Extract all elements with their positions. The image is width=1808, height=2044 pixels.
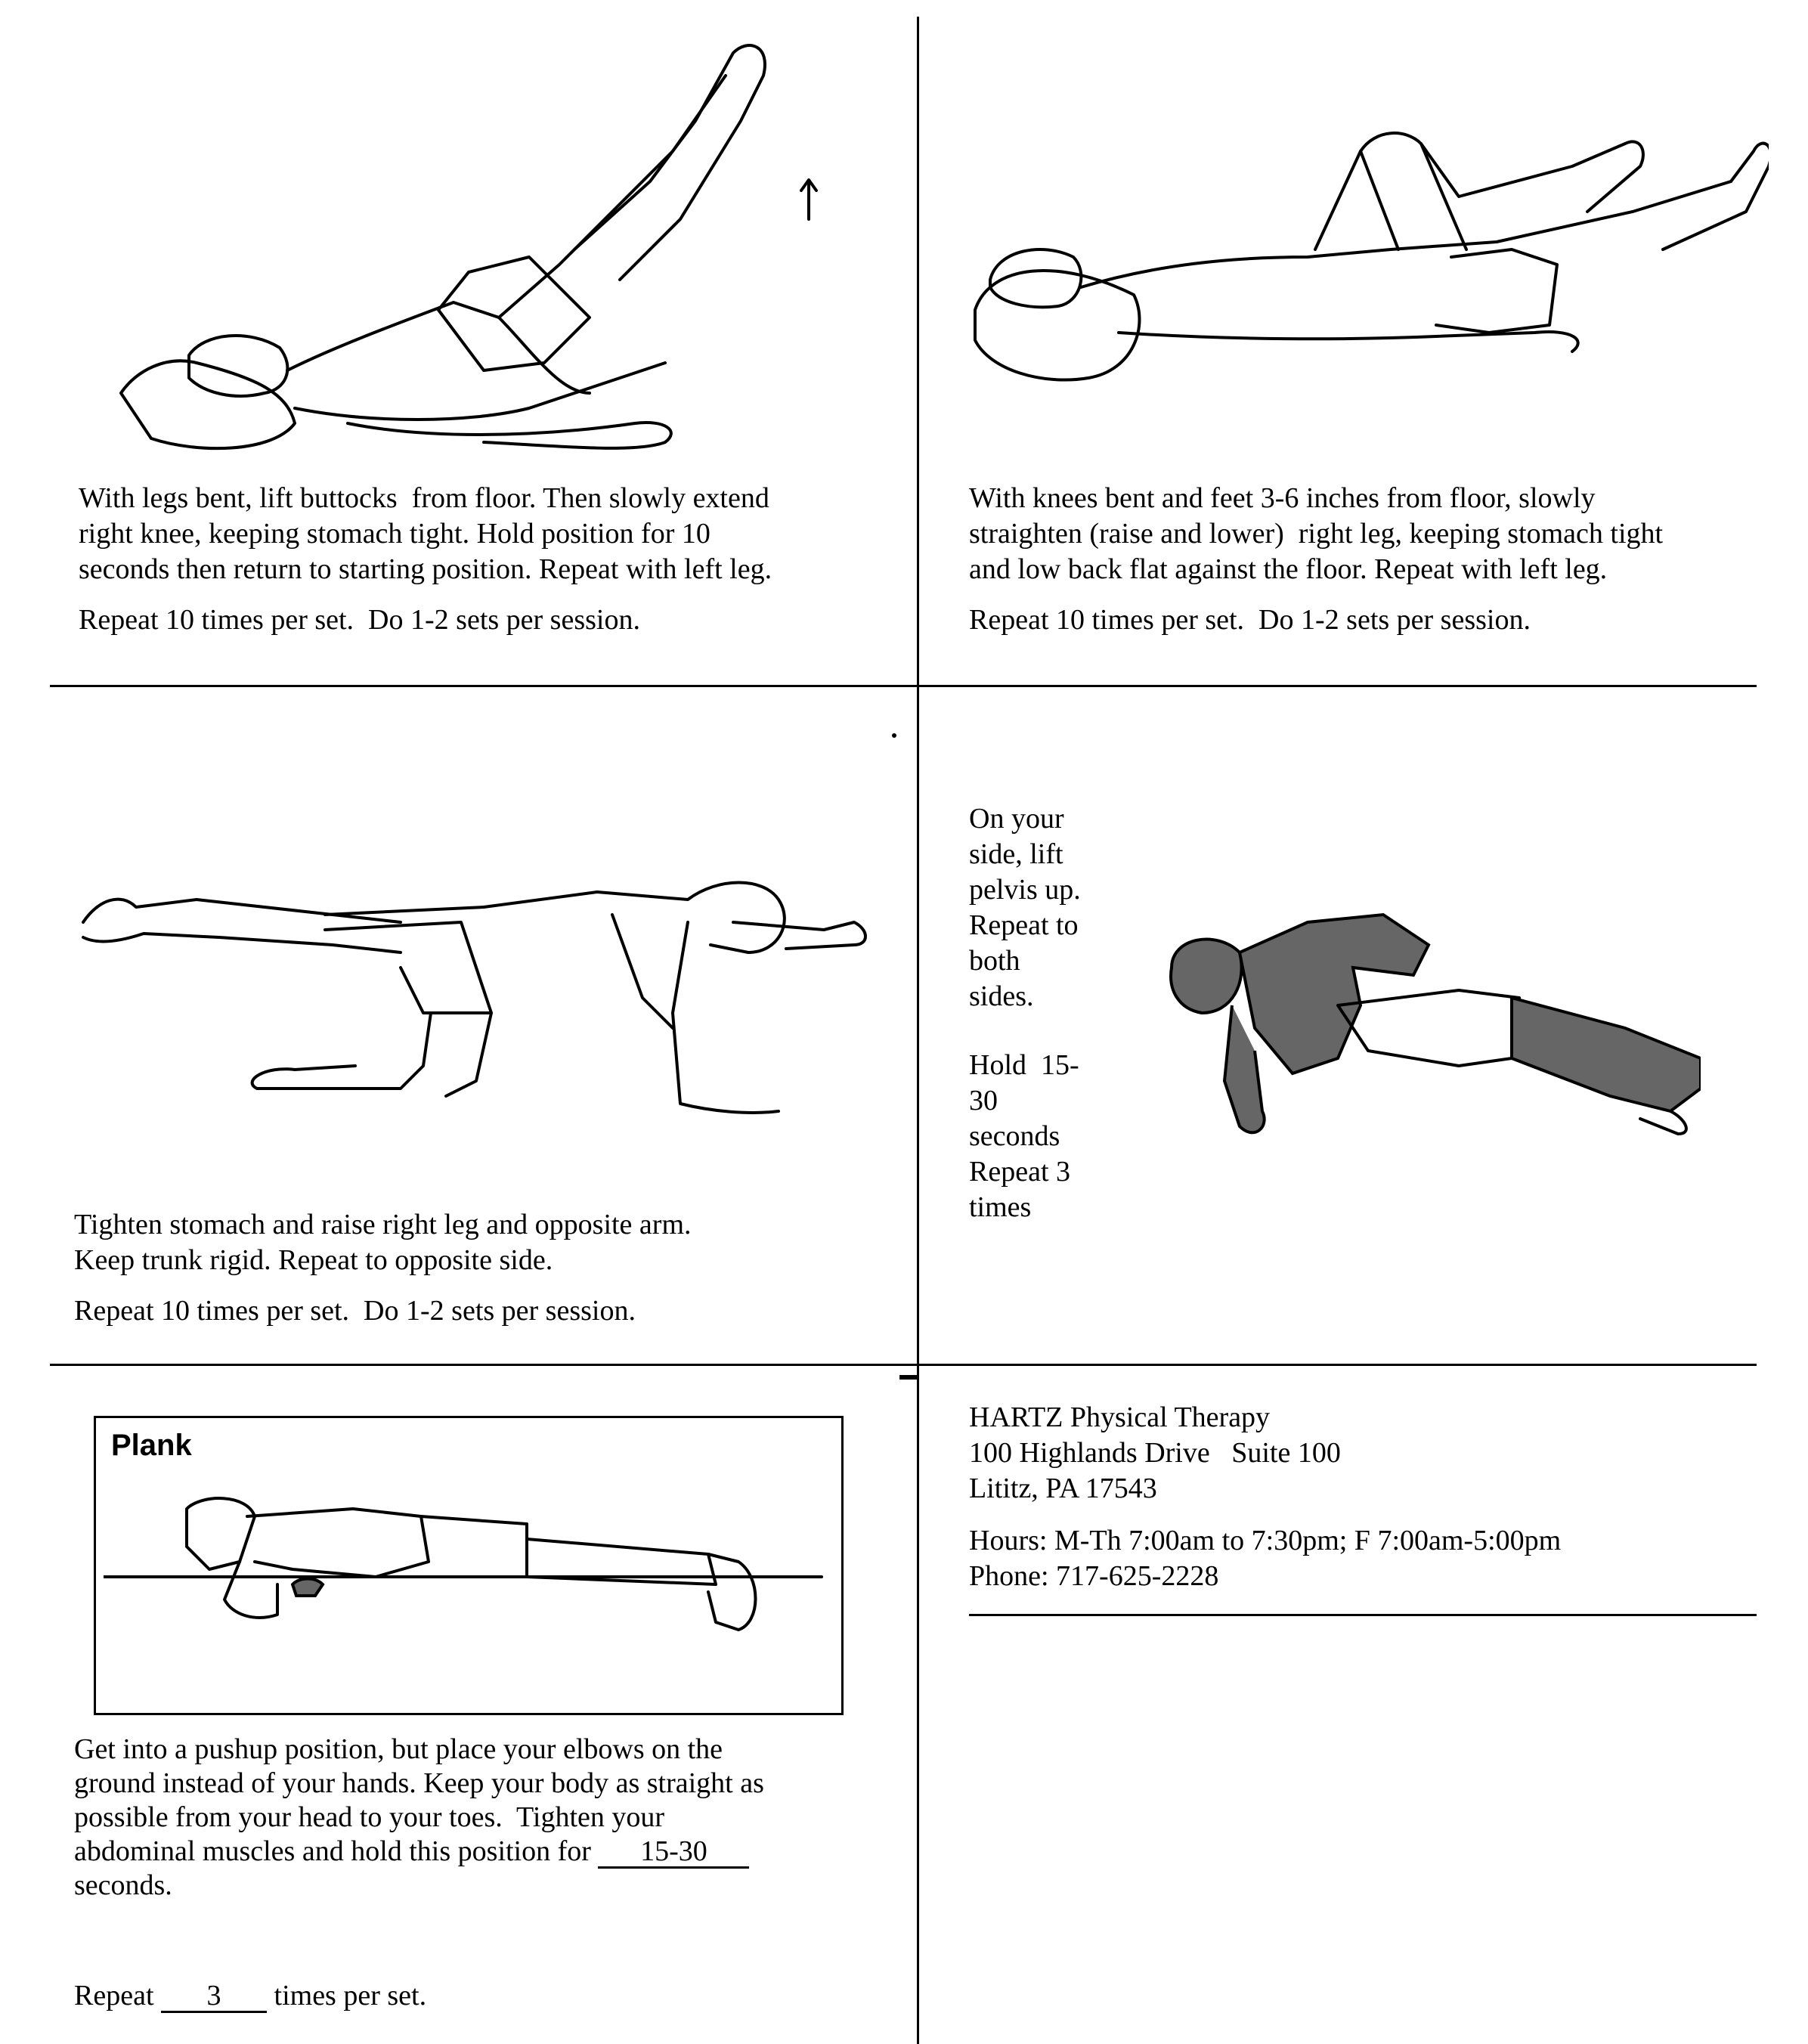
clinic-name: HARTZ Physical Therapy — [969, 1401, 1271, 1433]
plank-repeat-blank: 3 — [161, 1981, 267, 2013]
ex1-instruction-line-2: right knee, keeping stomach tight. Hold position for 10 — [79, 518, 711, 550]
horizontal-divider-left-2 — [50, 1364, 918, 1366]
ex3-reps: Repeat 10 times per set. Do 1-2 sets per session. — [74, 1295, 636, 1327]
horizontal-divider-right-2 — [918, 1364, 1757, 1366]
clinic-address-line-1: 100 Highlands Drive Suite 100 — [969, 1437, 1341, 1469]
straight-leg-raise-illustration — [967, 83, 1769, 401]
ex4-instruction-line-4: Repeat to — [969, 909, 1079, 941]
divider-tick-mark — [899, 1375, 918, 1380]
plank-hold-line — [74, 1834, 749, 1869]
horizontal-divider-right-1 — [918, 685, 1757, 687]
stray-dot — [892, 733, 896, 738]
clinic-hours: Hours: M-Th 7:00am to 7:30pm; F 7:00am-5:00pm — [969, 1525, 1562, 1556]
ex4-hold-line-2: 30 — [969, 1085, 998, 1116]
ex4-hold-line-4: Repeat 3 — [969, 1156, 1071, 1188]
ex4-hold-line-3: seconds — [969, 1120, 1060, 1152]
ex4-instruction-line-6: sides. — [969, 980, 1034, 1012]
plank-illustration — [104, 1494, 829, 1690]
plank-hold-blank: 15-30 — [598, 1836, 749, 1869]
ex4-instruction-line-2: side, lift — [969, 838, 1063, 870]
bridge-leg-extension-illustration — [106, 30, 831, 476]
side-plank-illustration — [1156, 907, 1701, 1157]
quadruped-arm-leg-raise-illustration — [68, 847, 884, 1134]
clinic-phone: Phone: 717-625-2228 — [969, 1560, 1219, 1592]
ex4-instruction-line-1: On your — [969, 803, 1064, 835]
ex2-instruction-line-2: straighten (raise and lower) right leg, keeping stomach tight — [969, 518, 1664, 550]
ex2-reps: Repeat 10 times per set. Do 1-2 sets per session. — [969, 604, 1531, 636]
horizontal-divider-left-1 — [50, 685, 918, 687]
ex2-instruction-line-3: and low back flat against the floor. Repeat with left leg. — [969, 553, 1608, 585]
ex4-hold-line-5: times — [969, 1191, 1032, 1223]
vertical-divider — [917, 17, 919, 2044]
plank-instruction-line-3: possible from your head to your toes. Tighten your — [74, 1801, 665, 1833]
ex2-instruction-line-1: With knees bent and feet 3-6 inches from floor, slowly — [969, 482, 1596, 514]
plank-repeat-prefix: Repeat — [74, 1980, 162, 2011]
ex4-hold-line-1: Hold 15- — [969, 1049, 1079, 1081]
plank-repeat-line — [74, 1978, 426, 2014]
clinic-address-line-2: Lititz, PA 17543 — [969, 1473, 1157, 1504]
plank-repeat-suffix: times per set. — [267, 1980, 427, 2011]
plank-hold-prefix: abdominal muscles and hold this position for — [74, 1835, 599, 1867]
clinic-underline — [969, 1614, 1757, 1616]
plank-instruction-line-1: Get into a pushup position, but place your elbows on the — [74, 1733, 723, 1765]
ex1-instruction-line-3: seconds then return to starting position. Repeat with left leg. — [79, 553, 772, 585]
plank-illustration-frame — [94, 1416, 844, 1715]
ex1-instruction-line-1: With legs bent, lift buttocks from floor. Then slowly extend — [79, 482, 769, 514]
ex4-instruction-line-5: both — [969, 945, 1020, 977]
ex4-instruction-line-3: pelvis up. — [969, 874, 1081, 906]
ex3-instruction-line-1: Tighten stomach and raise right leg and opposite arm. — [74, 1209, 692, 1240]
plank-hold-suffix: seconds. — [74, 1869, 172, 1901]
ex1-reps: Repeat 10 times per set. Do 1-2 sets per session. — [79, 604, 640, 636]
plank-title: Plank — [111, 1429, 192, 1462]
ex3-instruction-line-2: Keep trunk rigid. Repeat to opposite side. — [74, 1244, 553, 1276]
plank-instruction-line-2: ground instead of your hands. Keep your body as straight as — [74, 1767, 764, 1799]
